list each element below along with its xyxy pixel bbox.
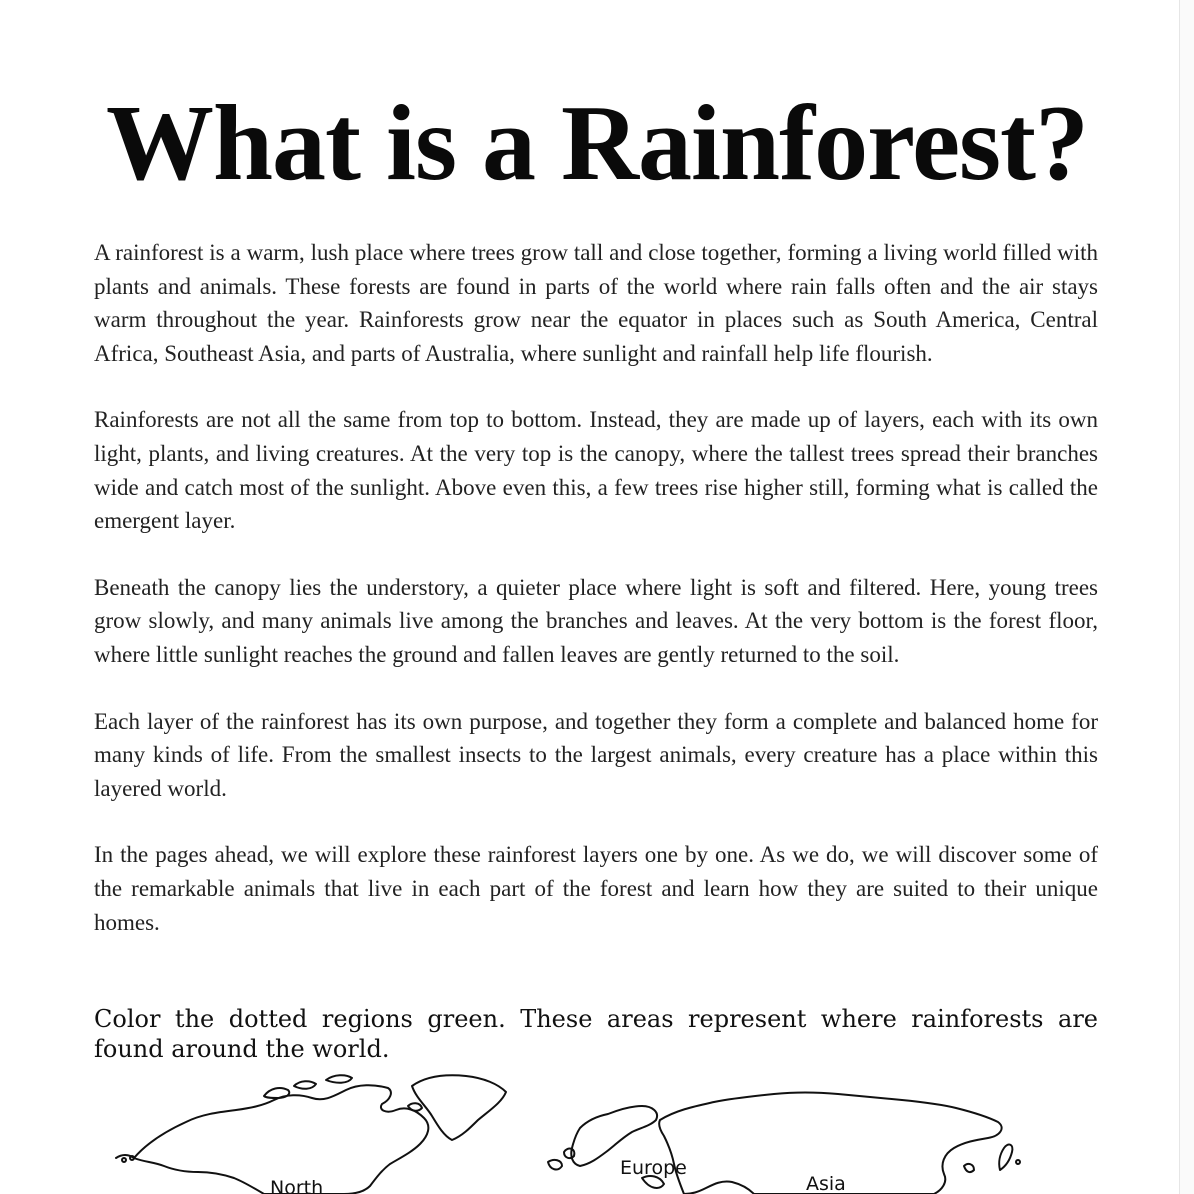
body-text — [94, 236, 1098, 972]
paragraph-intro: A rainforest is a warm, lush place where trees grow tall and close together, forming a living world filled with plants and animals. These forests are found in parts of the world where rain falls often and the air stays warm throughout the year. Rainforests grow near the equator in places such as South America, Central Africa, Southeast Asia, and parts of Australia, where sunlight and rainfall help life flourish. — [94, 240, 1098, 366]
greenland-outline — [412, 1075, 506, 1140]
world-map — [94, 1066, 1098, 1194]
paragraph-outlook: In the pages ahead, we will explore these rainforest layers one by one. As we do, we will discover some of the remarkable animals that live in each part of the forest and learn how they are suited to their unique homes. — [94, 842, 1098, 935]
page-title: What is a Rainforest? — [105, 84, 1088, 203]
paragraph-balance: Each layer of the rainforest has its own purpose, and together they form a complete and balanced home for many kinds of life. From the smallest insects to the largest animals, every creature has a place within this layered world. — [94, 708, 1098, 801]
map-label-asia: Asia — [806, 1173, 846, 1194]
map-label-north: North — [270, 1177, 324, 1194]
map-instruction: Color the dotted regions green. These areas represent where rainforests are found around the world. — [94, 1005, 1098, 1063]
arctic-islands-outline — [264, 1088, 289, 1098]
map-label-europe: Europe — [620, 1157, 687, 1179]
world-map-outline — [94, 1066, 1098, 1194]
paragraph-layers: Rainforests are not all the same from top to bottom. Instead, they are made up of layers, each with its own light, plants, and living creatures. At the very top is the canopy, where the tallest trees spread their branches wide and catch most of the sunlight. Above even this, a few trees rise higher still, forming what is called the emergent layer. — [94, 407, 1098, 534]
japan-outline — [999, 1145, 1012, 1170]
paragraph-understory: Beneath the canopy lies the understory, a quieter place where light is soft and filtered. Here, young trees grow slowly, and many animals live among the branches and leaves. At the very bottom is the forest floor, where little sunlight reaches the ground and fallen leaves are gently returned to the soil. — [94, 574, 1098, 667]
